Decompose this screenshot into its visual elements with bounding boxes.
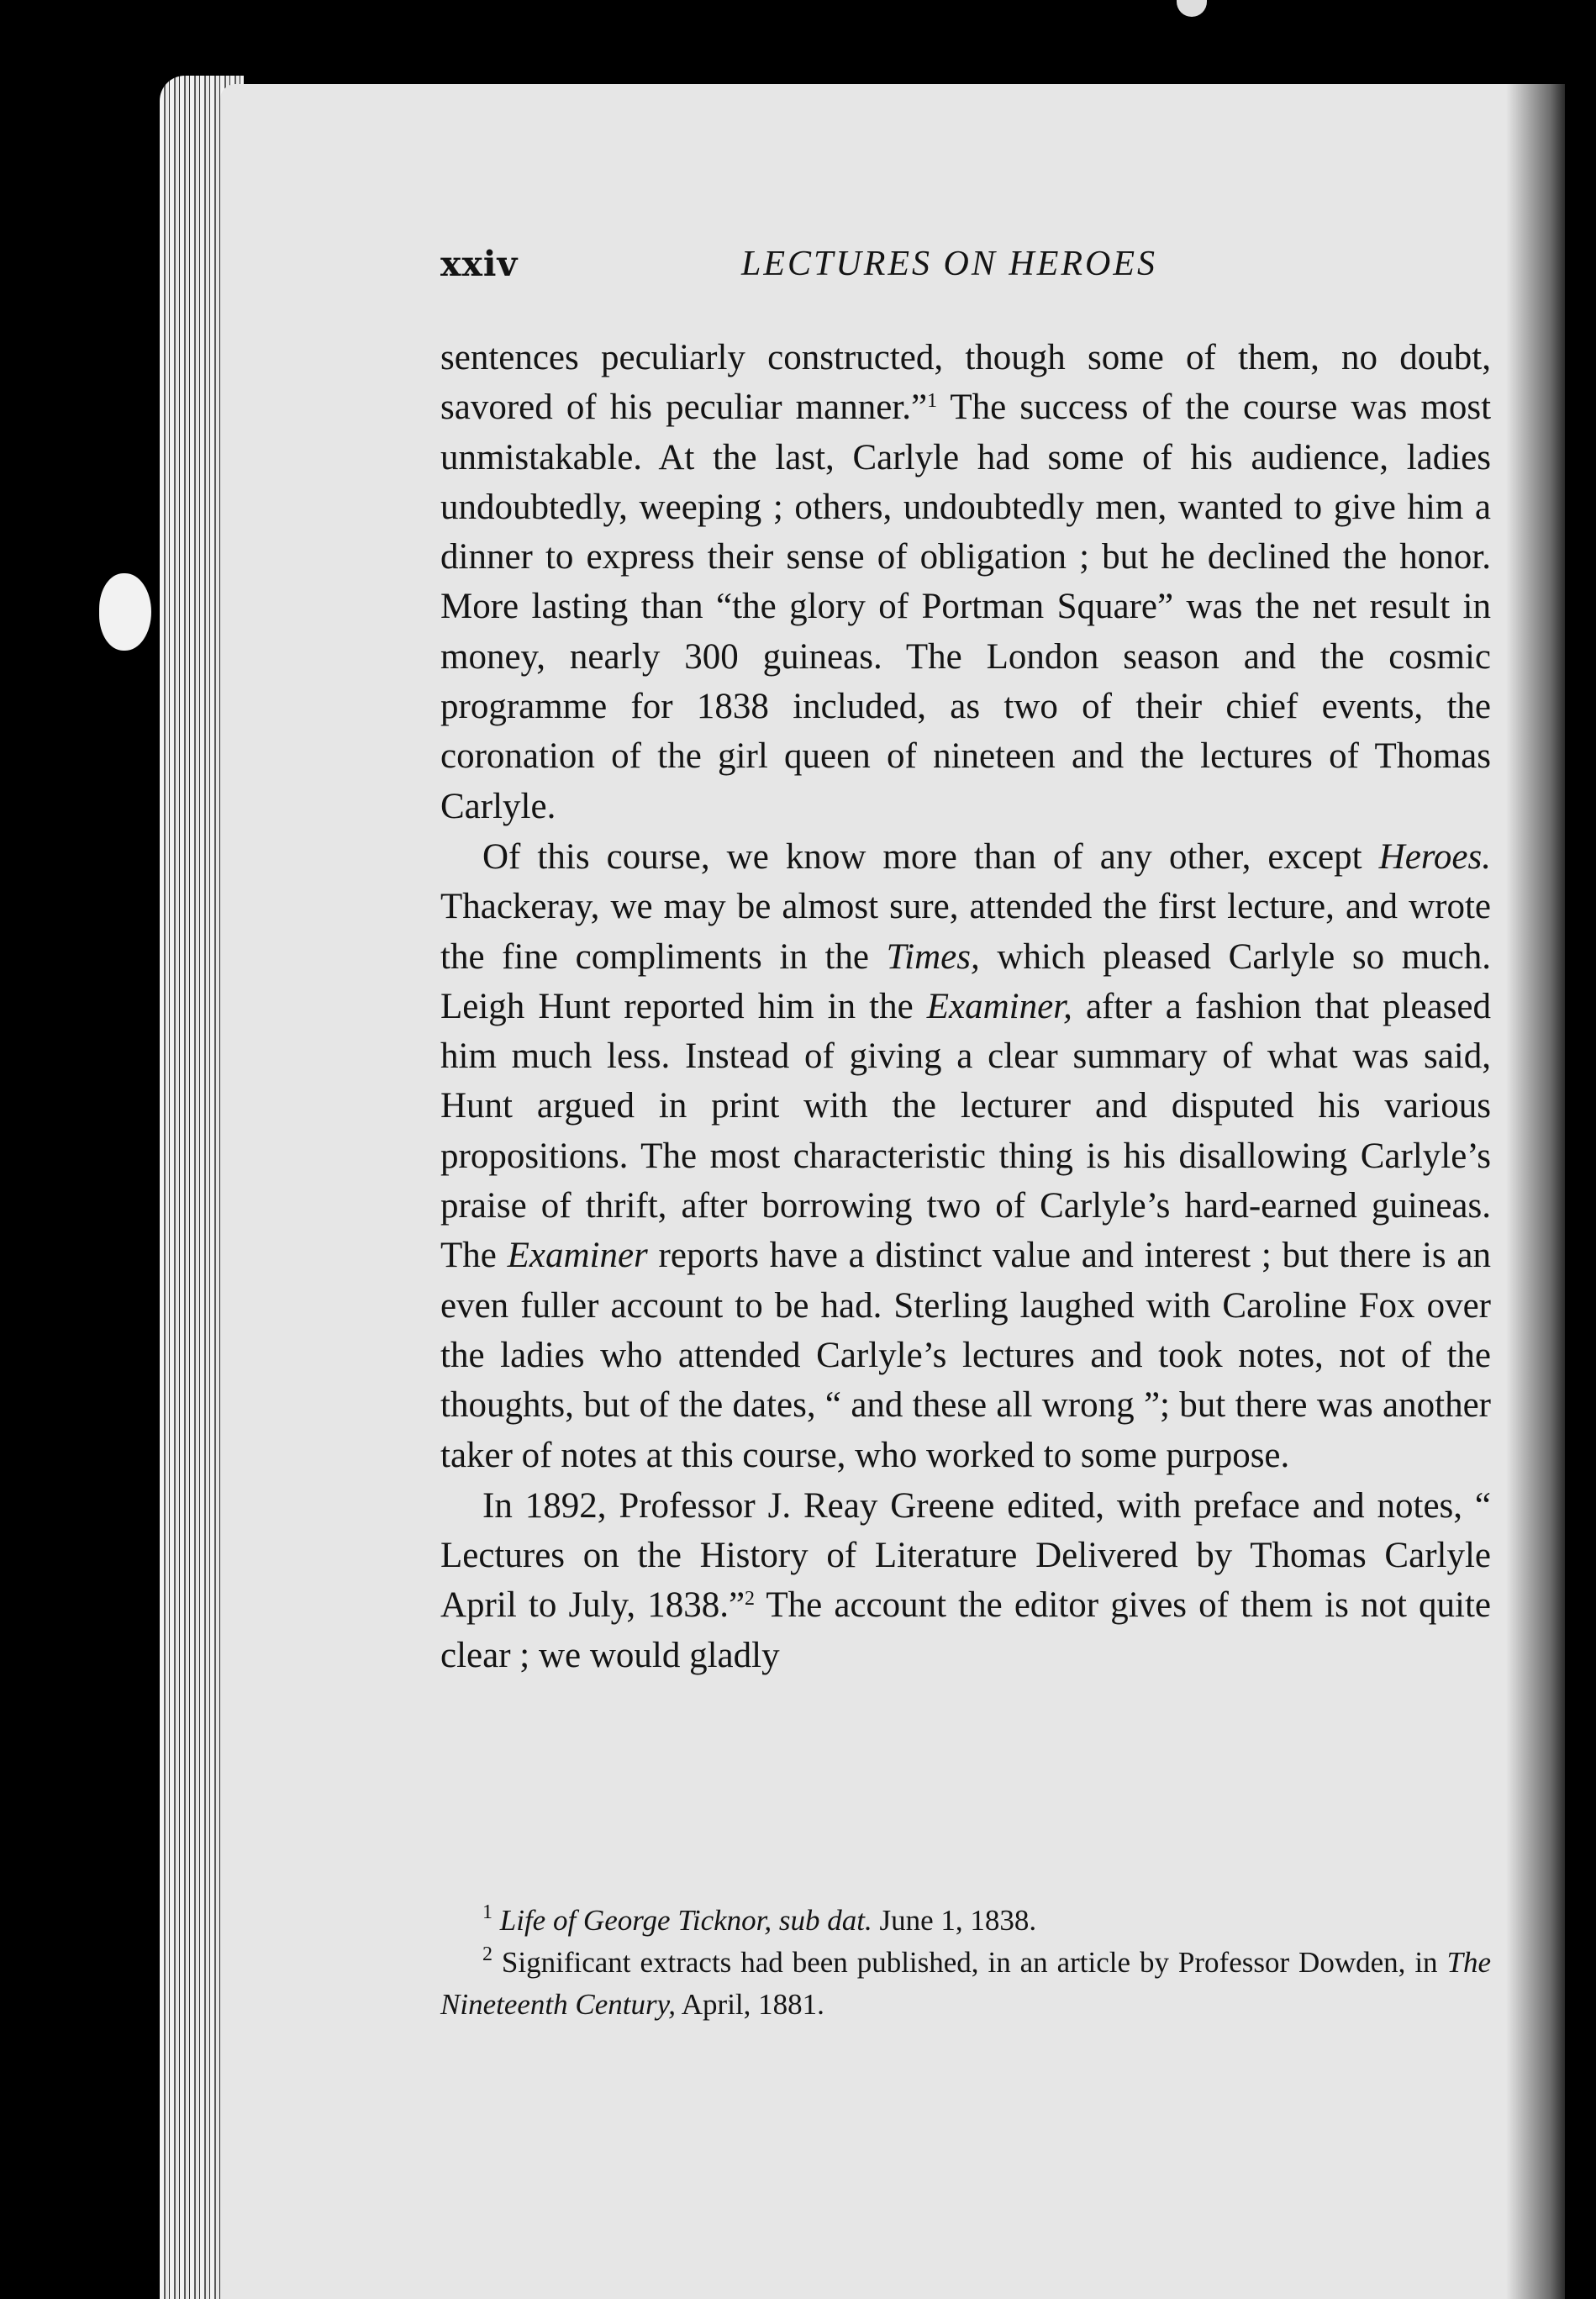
- paragraph: [440, 832, 1491, 1480]
- italic-text: Life of George Ticknor, sub dat.: [499, 1904, 872, 1937]
- text-run: reports have a distinct value and interest ; but there is an even fuller account to be had. Sterling laughed with Caroline Fox over the ladies who attended Carlyle’s lectures and took notes, not of the thoughts, but of the dates, “ and these all wrong ”; but there was another taker of notes at this course, who worked to some purpose.: [440, 1236, 1491, 1475]
- footnote-marker: 1: [482, 1901, 492, 1923]
- page-gutter-shadow: [1506, 84, 1565, 2299]
- paragraph: [440, 333, 1491, 831]
- binding-hole: [99, 573, 151, 651]
- scan-artifact: [1177, 0, 1207, 17]
- italic-text: Heroes.: [1378, 836, 1491, 877]
- running-title: LECTURES ON HEROES: [741, 245, 1157, 283]
- running-head: [440, 244, 1491, 289]
- text-run: The success of the course was most unmistakable. At the last, Carlyle had some of his audience, ladies undoubtedly, weeping ; others, undoubtedly men, wanted to give him a dinner to express their sense of obligation ; but he declined the honor. More lasting than “the glory of Portman Square” was the net result in money, nearly 300 guineas. The London season and the cosmic programme for 1838 included, as two of their chief events, the coronation of the girl queen of nineteen and the lectures of Thomas Carlyle.: [440, 388, 1492, 826]
- italic-text: Examiner: [507, 1236, 648, 1276]
- paragraph: [440, 1481, 1491, 1680]
- italic-text: Times,: [886, 936, 980, 977]
- italic-text: Examiner,: [926, 986, 1072, 1026]
- text-run: sentences peculiarly constructed, though some of them, no doubt, savored of his peculiar manner.”: [440, 338, 1491, 428]
- footnote: [440, 1900, 1491, 1942]
- italic-text: The Nineteenth Century,: [440, 1946, 1491, 2021]
- body-text: [440, 333, 1491, 1680]
- text-run: April, 1881.: [675, 1988, 824, 2021]
- text-run: Significant extracts had been published, in an article by Professor Dowden, in: [492, 1946, 1447, 1979]
- text-run: which pleased Carlyle so much. Leigh Hunt reported him in the: [440, 936, 1491, 1026]
- text-run: Thackeray, we may be almost sure, attended the first lecture, and wrote the fine compliments in the: [440, 887, 1491, 977]
- footnote-marker: 2: [745, 1588, 756, 1611]
- footnote: [440, 1942, 1491, 2026]
- text-run: In 1892, Professor J. Reay Greene edited, with preface and notes, “ Lectures on the History of Literature Delivered by Thomas Carlyle April to July, 1838.”: [440, 1485, 1491, 1626]
- footnote-marker: 1: [927, 390, 938, 413]
- text-run: Of this course, we know more than of any other, except: [482, 836, 1379, 877]
- text-run: after a fashion that pleased him much less. Instead of giving a clear summary of what was said, Hunt argued in print with the lecturer and disputed his various propositions. The most characteristic thing is his disallowing Carlyle’s praise of thrift, after borrowing two of Carlyle’s hard-earned guineas. The: [440, 986, 1491, 1276]
- footnote-marker: 2: [482, 1943, 492, 1965]
- text-run: [492, 1904, 500, 1937]
- page-number: xxiv: [440, 244, 519, 284]
- text-run: The account the editor gives of them is not quite clear ; we would gladly: [440, 1585, 1492, 1675]
- footnotes: [440, 1900, 1491, 2026]
- text-run: June 1, 1838.: [872, 1904, 1037, 1937]
